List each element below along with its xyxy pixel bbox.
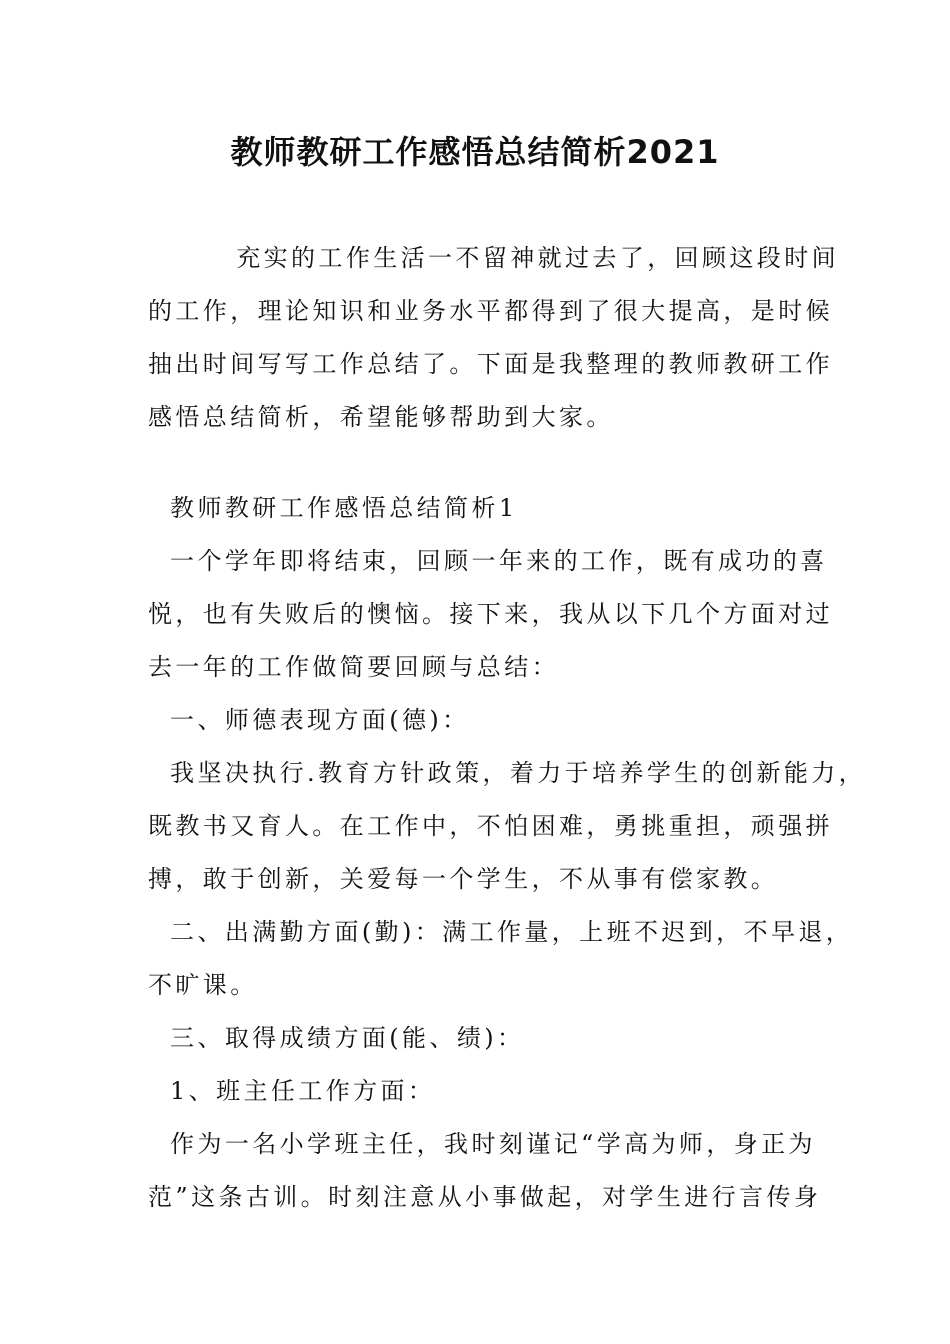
intro-line: 感悟总结简析，希望能够帮助到大家。 xyxy=(148,403,614,431)
body-line: 既教书又育人。在工作中，不怕困难，勇挑重担，顽强拼 xyxy=(148,812,833,840)
intro-paragraph xyxy=(148,232,840,444)
body-line: 一、师德表现方面(德)： xyxy=(148,706,470,734)
body-line: 二、出满勤方面(勤)：满工作量，上班不迟到，不早退， xyxy=(148,918,854,946)
section-heading: 教师教研工作感悟总结简析1 xyxy=(148,494,518,522)
body-line: 作为一名小学班主任，我时刻谨记“学高为师，身正为 xyxy=(148,1130,816,1158)
body-line: 不旷课。 xyxy=(148,971,258,999)
intro-line: 抽出时间写写工作总结了。下面是我整理的教师教研工作 xyxy=(148,350,833,378)
intro-line: 的工作，理论知识和业务水平都得到了很大提高，是时候 xyxy=(148,297,833,325)
document-title: 教师教研工作感悟总结简析2021 xyxy=(230,133,720,171)
body-line: 搏，敢于创新，关爱每一个学生，不从事有偿家教。 xyxy=(148,865,779,893)
body-line: 1、班主任工作方面： xyxy=(148,1077,436,1105)
main-content xyxy=(148,482,867,1224)
body-line: 一个学年即将结束，回顾一年来的工作，既有成功的喜 xyxy=(148,547,828,575)
body-line: 三、取得成绩方面(能、绩)： xyxy=(148,1024,525,1052)
intro-line: 充实的工作生活一不留神就过去了，回顾这段时间 xyxy=(148,244,840,272)
body-line: 悦，也有失败后的懊恼。接下来，我从以下几个方面对过 xyxy=(148,600,833,628)
body-line: 去一年的工作做简要回顾与总结： xyxy=(148,653,559,681)
body-line: 范”这条古训。时刻注意从小事做起，对学生进行言传身 xyxy=(148,1183,822,1211)
body-line: 我坚决执行.教育方针政策，着力于培养学生的创新能力， xyxy=(148,759,867,787)
